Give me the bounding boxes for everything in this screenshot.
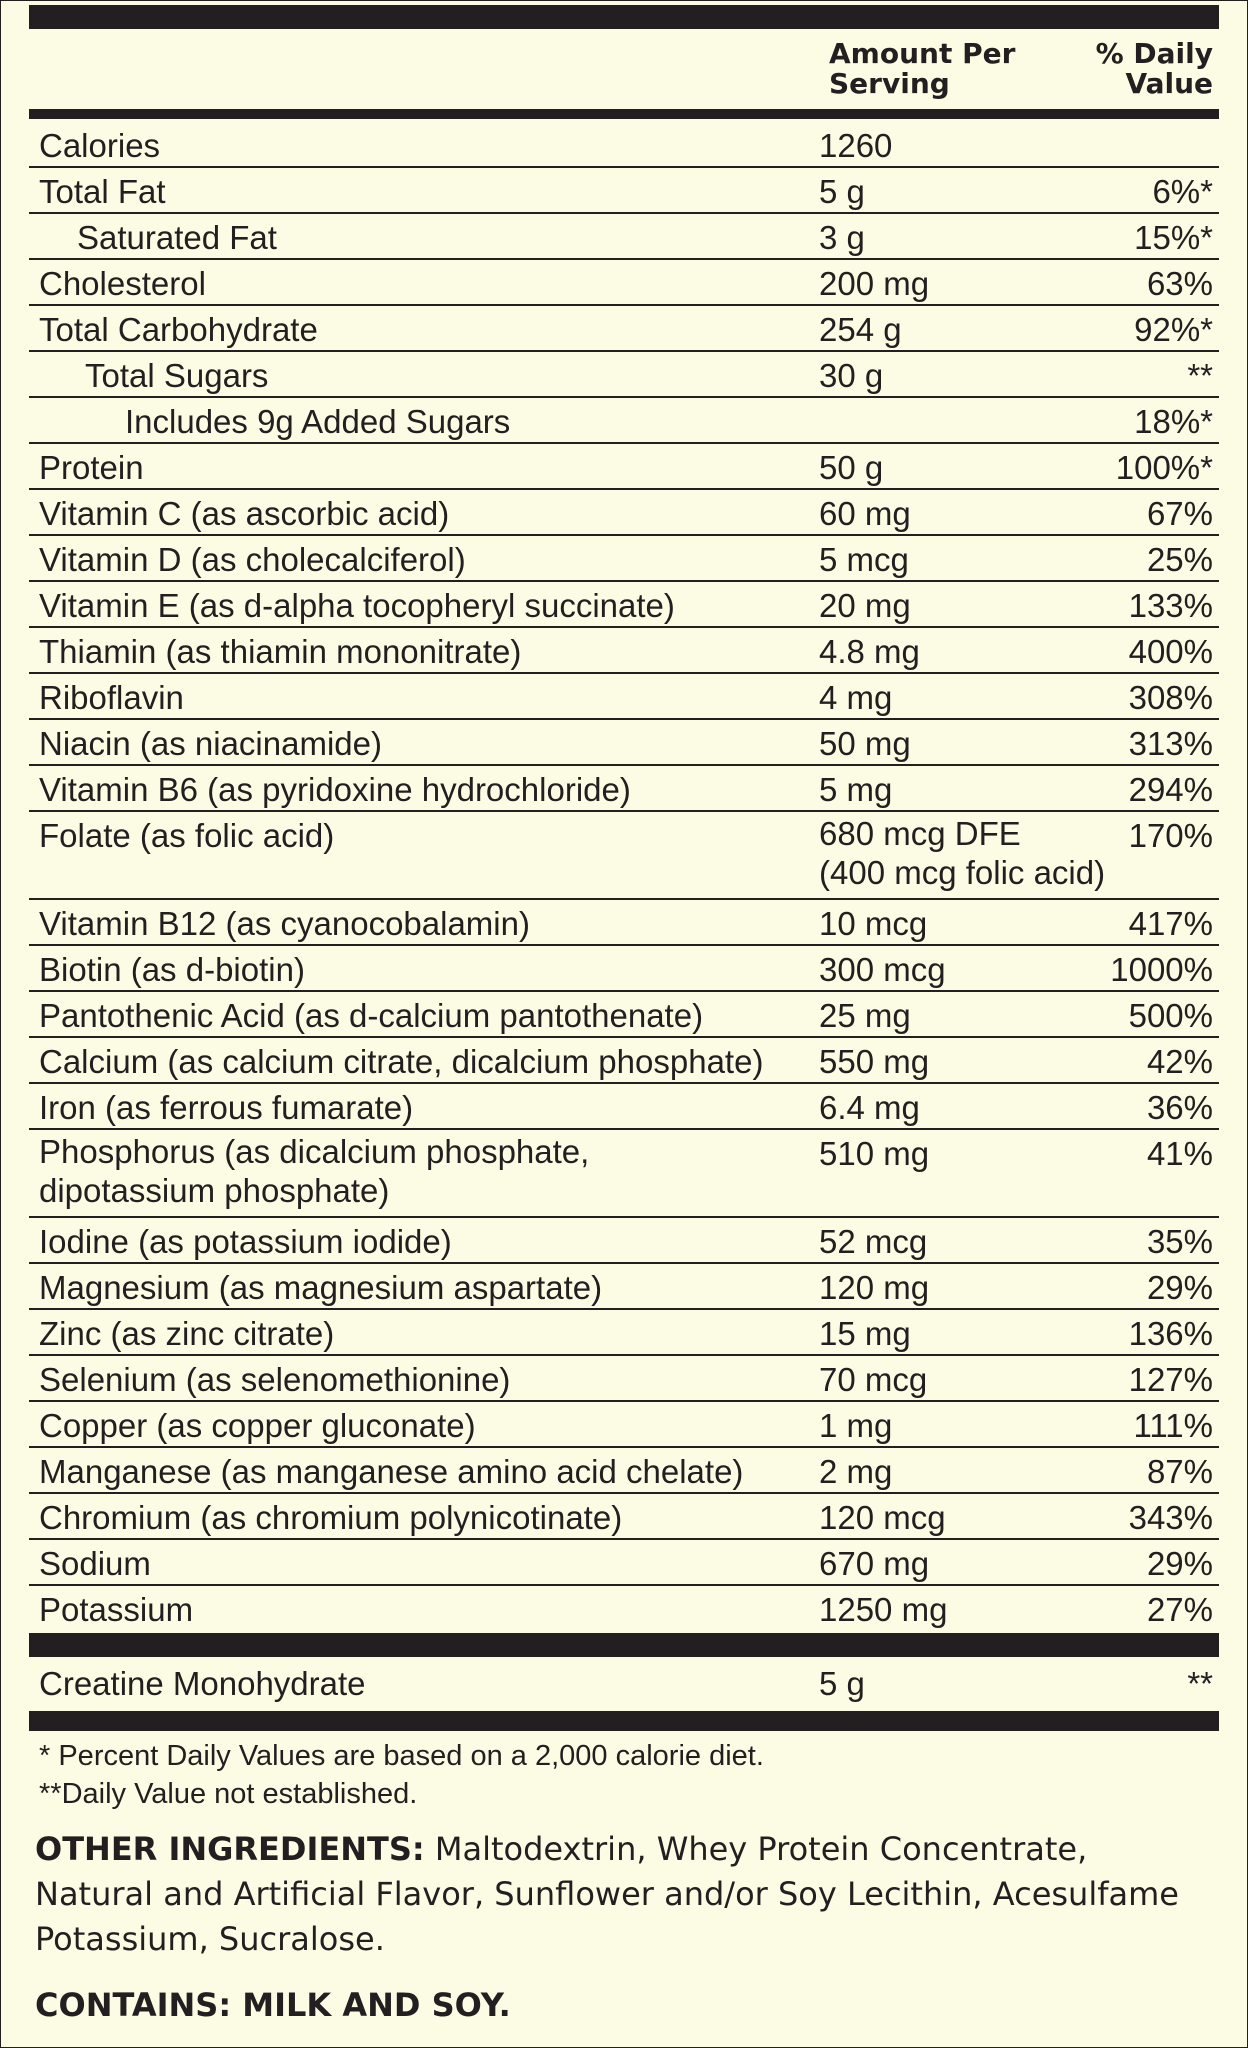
table-row: [29, 444, 1219, 490]
nutrient-name: Magnesium (as magnesium aspartate): [39, 1269, 603, 1306]
table-row: [29, 1130, 1219, 1218]
nutrient-table: [29, 122, 1219, 1630]
table-row: [29, 260, 1219, 306]
nutrient-amount: 20 mg: [819, 587, 911, 624]
section-rule: [29, 1633, 1219, 1657]
nutrient-name: Protein: [39, 449, 144, 486]
nutrient-name: Total Fat: [39, 173, 166, 210]
nutrient-amount: 5 g: [819, 173, 865, 210]
nutrient-dv: 27%: [1146, 1591, 1213, 1628]
table-row: [29, 720, 1219, 766]
nutrient-dv: 29%: [1146, 1545, 1213, 1582]
nutrient-name: Vitamin B6 (as pyridoxine hydrochloride): [39, 771, 631, 808]
creatine-amount: 5 g: [819, 1665, 865, 1702]
nutrient-amount: 5 mg: [819, 771, 893, 808]
table-row: [29, 398, 1219, 444]
nutrient-dv: 87%: [1146, 1453, 1213, 1490]
nutrient-dv: 63%: [1146, 265, 1213, 302]
table-row: [29, 812, 1219, 900]
nutrient-amount: 670 mg: [819, 1545, 930, 1582]
table-row: [29, 1540, 1219, 1586]
nutrient-dv: 313%: [1128, 725, 1213, 762]
nutrient-name: Chromium (as chromium polynicotinate): [39, 1499, 623, 1536]
amount-header-line1: Amount Per: [829, 37, 1016, 70]
nutrient-dv: 42%: [1146, 1043, 1213, 1080]
nutrient-name: Cholesterol: [39, 265, 206, 302]
nutrient-name: Iron (as ferrous fumarate): [39, 1089, 414, 1126]
nutrient-amount: 50 g: [819, 449, 884, 486]
amount-line1: 680 mcg DFE: [819, 815, 1021, 852]
nutrient-name: Iodine (as potassium iodide): [39, 1223, 452, 1260]
table-row: [29, 1038, 1219, 1084]
table-row: [29, 490, 1219, 536]
nutrient-dv: 29%: [1146, 1269, 1213, 1306]
nutrient-dv: 170%: [1128, 817, 1213, 854]
table-row: [29, 1310, 1219, 1356]
nutrient-dv: 294%: [1128, 771, 1213, 808]
allergen-statement: CONTAINS: MILK AND SOY.: [35, 1986, 511, 2024]
nutrient-amount: 15 mg: [819, 1315, 911, 1352]
nutrient-dv: 136%: [1128, 1315, 1213, 1352]
table-row: [29, 536, 1219, 582]
nutrient-name: Total Sugars: [85, 357, 269, 394]
table-row: [29, 992, 1219, 1038]
nutrient-amount: 60 mg: [819, 495, 911, 532]
nutrient-amount: 1250 mg: [819, 1591, 948, 1628]
table-row: [29, 1494, 1219, 1540]
nutrient-dv: 36%: [1146, 1089, 1213, 1126]
nutrient-dv: 6%*: [1152, 173, 1213, 210]
nutrient-dv: 308%: [1128, 679, 1213, 716]
nutrient-name: Sodium: [39, 1545, 151, 1582]
nutrient-dv: 133%: [1128, 587, 1213, 624]
nutrient-dv: 18%*: [1134, 403, 1213, 440]
footnote-daily-values: * Percent Daily Values are based on a 2,000 calorie diet.: [39, 1740, 764, 1772]
nutrient-amount: 4 mg: [819, 679, 893, 716]
nutrient-amount: 1260: [819, 127, 893, 164]
nutrient-name: [39, 1132, 589, 1210]
nutrient-name: Saturated Fat: [77, 219, 277, 256]
nutrient-dv: 100%*: [1115, 449, 1213, 486]
nutrient-dv: **: [1187, 357, 1213, 394]
table-row: [29, 582, 1219, 628]
creatine-dv: **: [1187, 1665, 1213, 1702]
nutrient-name: Calcium (as calcium citrate, dicalcium phosphate): [39, 1043, 764, 1080]
header-rule: [29, 109, 1219, 119]
table-row: [29, 1448, 1219, 1494]
nutrient-amount: 4.8 mg: [819, 633, 920, 670]
nutrient-amount: 300 mcg: [819, 951, 946, 988]
nutrient-name: Folate (as folic acid): [39, 817, 335, 854]
daily-value-header: [1096, 39, 1213, 99]
name-line1: Phosphorus (as dicalcium phosphate,: [39, 1133, 590, 1170]
table-row: [29, 122, 1219, 168]
nutrient-dv: 500%: [1128, 997, 1213, 1034]
nutrient-dv: 1000%: [1110, 951, 1213, 988]
table-row: [29, 674, 1219, 720]
nutrient-name: Biotin (as d-biotin): [39, 951, 305, 988]
dv-header-line1: % Daily: [1095, 37, 1213, 70]
table-row: [29, 900, 1219, 946]
nutrient-dv: 41%: [1146, 1135, 1213, 1172]
nutrient-amount: 510 mg: [819, 1135, 930, 1172]
nutrient-amount: 254 g: [819, 311, 902, 348]
table-row: [29, 766, 1219, 812]
amount-per-serving-header: [829, 39, 1015, 99]
table-row: [29, 1586, 1219, 1630]
nutrient-amount: 3 g: [819, 219, 865, 256]
nutrient-name: Selenium (as selenomethionine): [39, 1361, 511, 1398]
nutrient-amount: 52 mcg: [819, 1223, 928, 1260]
nutrient-dv: 400%: [1128, 633, 1213, 670]
nutrient-amount: 1 mg: [819, 1407, 893, 1444]
creatine-name: Creatine Monohydrate: [39, 1665, 366, 1702]
table-row: [29, 628, 1219, 674]
nutrient-name: Manganese (as manganese amino acid chelate): [39, 1453, 744, 1490]
nutrient-amount: 25 mg: [819, 997, 911, 1034]
nutrient-amount: 550 mg: [819, 1043, 930, 1080]
table-row: [29, 1402, 1219, 1448]
nutrient-dv: 92%*: [1134, 311, 1213, 348]
nutrient-name: Zinc (as zinc citrate): [39, 1315, 335, 1352]
ingredients-label: OTHER INGREDIENTS:: [35, 1830, 425, 1868]
nutrient-amount: 50 mg: [819, 725, 911, 762]
other-ingredients: [35, 1827, 1215, 1962]
table-row: [29, 1264, 1219, 1310]
nutrient-name: Vitamin B12 (as cyanocobalamin): [39, 905, 530, 942]
nutrient-amount: 5 mcg: [819, 541, 909, 578]
nutrient-amount: 10 mcg: [819, 905, 928, 942]
table-row: [29, 1084, 1219, 1130]
nutrient-amount: 120 mg: [819, 1269, 930, 1306]
dv-header-line2: Value: [1125, 67, 1213, 100]
nutrient-amount: 200 mg: [819, 265, 930, 302]
footnote-not-established: **Daily Value not established.: [39, 1778, 418, 1810]
nutrient-dv: 127%: [1128, 1361, 1213, 1398]
nutrient-name: Total Carbohydrate: [39, 311, 318, 348]
nutrient-name: Pantothenic Acid (as d-calcium pantothenate): [39, 997, 704, 1034]
nutrient-dv: 25%: [1146, 541, 1213, 578]
table-row: [29, 946, 1219, 992]
nutrient-amount: 2 mg: [819, 1453, 893, 1490]
nutrient-dv: 15%*: [1134, 219, 1213, 256]
nutrient-dv: 67%: [1146, 495, 1213, 532]
top-rule: [29, 5, 1219, 29]
nutrient-dv: 111%: [1133, 1407, 1213, 1444]
nutrient-name: Copper (as copper gluconate): [39, 1407, 476, 1444]
nutrient-name: Vitamin E (as d-alpha tocopheryl succinate): [39, 587, 675, 624]
nutrient-name: Vitamin C (as ascorbic acid): [39, 495, 450, 532]
nutrient-name: Calories: [39, 127, 161, 164]
nutrient-amount: 70 mcg: [819, 1361, 928, 1398]
nutrient-name: Potassium: [39, 1591, 194, 1628]
nutrient-name: Niacin (as niacinamide): [39, 725, 382, 762]
nutrient-amount: 120 mcg: [819, 1499, 946, 1536]
nutrient-name: Vitamin D (as cholecalciferol): [39, 541, 466, 578]
table-row: [29, 214, 1219, 260]
table-row: [29, 1218, 1219, 1264]
nutrient-name: Riboflavin: [39, 679, 184, 716]
nutrient-dv: 35%: [1146, 1223, 1213, 1260]
nutrient-amount: [819, 814, 1105, 892]
creatine-row: [29, 1659, 1219, 1705]
nutrient-dv: 343%: [1128, 1499, 1213, 1536]
nutrient-amount: 30 g: [819, 357, 884, 394]
nutrient-name: Thiamin (as thiamin mononitrate): [39, 633, 522, 670]
nutrient-amount: 6.4 mg: [819, 1089, 920, 1126]
amount-line2: (400 mcg folic acid): [819, 854, 1106, 891]
name-line2: dipotassium phosphate): [39, 1172, 390, 1209]
footnotes: [39, 1737, 764, 1813]
table-row: [29, 168, 1219, 214]
amount-header-line2: Serving: [829, 67, 950, 100]
nutrient-name: Includes 9g Added Sugars: [125, 403, 511, 440]
table-row: [29, 1356, 1219, 1402]
footer-rule: [29, 1711, 1219, 1731]
table-row: [29, 352, 1219, 398]
nutrient-dv: 417%: [1128, 905, 1213, 942]
ingredients-text: Maltodextrin, Whey Protein Concentrate, Natural and Artificial Flavor, Sunflower and/or Soy Lecithin, Acesulfame Potassium, Sucralose.: [35, 1830, 1179, 1958]
table-row: [29, 306, 1219, 352]
